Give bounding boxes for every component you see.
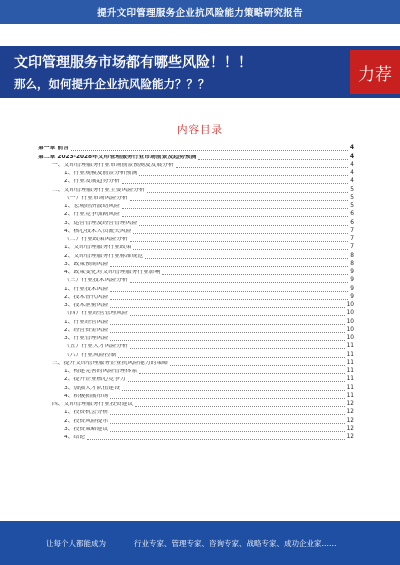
toc-entry[interactable] [38,243,354,251]
toc-entry-page: 9 [350,277,354,284]
table-of-contents [38,144,354,441]
toc-dot-leader [130,241,349,242]
toc-dot-leader [110,431,344,432]
toc-entry-page: 6 [350,219,354,226]
toc-title: 内容目录 [177,124,223,136]
footer-bar [0,521,400,565]
toc-entry[interactable] [38,276,354,284]
toc-entry-text: 1、构建完善的风险管理体系 [64,369,138,375]
toc-entry[interactable] [38,392,354,400]
toc-entry-page: 5 [350,203,354,210]
toc-dot-leader [133,249,348,250]
toc-entry-text: 2、提升企业核心竞争力 [64,377,126,383]
toc-entry-page: 11 [346,392,354,399]
banner-headline: 文印管理服务市场都有哪些风险！！！ [14,55,252,71]
toc-entry-text: 3、行业管理风险 [64,336,109,342]
toc-entry-text: （一）行业市场风险分析 [64,195,128,201]
toc-entry-page: 7 [350,236,354,243]
toc-entry-text: 2、投资风险提示 [64,418,109,424]
toc-dot-leader [139,175,348,176]
toc-dot-leader [162,274,348,275]
toc-entry-text: 4、结论 [64,435,86,441]
toc-entry-page: 11 [346,376,354,383]
report-title-bar [0,0,400,24]
toc-dot-leader [110,307,344,308]
toc-entry-page: 11 [346,359,354,366]
toc-entry-text: 3、运营管理及经营管理风险 [64,220,138,226]
toc-entry[interactable] [38,334,354,342]
toc-dot-leader [130,315,345,316]
toc-dot-leader [130,200,349,201]
toc-entry-text: 2、经营资金风险 [64,327,109,333]
toc-entry[interactable] [38,235,354,243]
toc-entry[interactable] [38,433,354,441]
toc-entry-text: （四）行业经营管理风险 [64,311,128,317]
toc-entry-text: 1、文印管理服务行业政策 [64,245,132,251]
toc-entry[interactable] [38,400,354,408]
toc-entry[interactable] [38,268,354,276]
toc-entry[interactable] [38,416,354,424]
toc-entry[interactable] [38,260,354,268]
toc-dot-leader [118,357,344,358]
toc-dot-leader [135,406,344,407]
toc-entry-page: 7 [350,244,354,251]
toc-entry-text: 1、行业规模及前景分析预测 [64,171,138,177]
toc-entry-page: 8 [350,260,354,267]
toc-entry-page: 10 [346,335,354,342]
toc-entry-text: 4、政策变化对文印管理服务行业影响 [64,270,161,276]
toc-entry[interactable] [38,317,354,325]
toc-entry[interactable] [38,177,354,185]
toc-entry-page: 10 [346,310,354,317]
toc-entry-page: 4 [350,161,354,168]
toc-dot-leader [110,299,348,300]
toc-entry[interactable] [38,194,354,202]
promo-banner [0,46,400,98]
toc-entry-text: 1、投资机会分析 [64,410,109,416]
toc-dot-leader [110,266,348,267]
toc-entry[interactable] [38,210,354,218]
toc-entry-page: 7 [350,227,354,234]
toc-entry[interactable] [38,185,354,193]
toc-dot-leader [128,381,345,382]
toc-dot-leader [110,414,344,415]
toc-dot-leader [110,324,344,325]
toc-dot-leader [122,183,348,184]
toc-entry[interactable] [38,326,354,334]
toc-entry-text: 第一章 前言 [38,146,70,152]
toc-entry-text: 3、投资策略建议 [64,426,109,432]
toc-entry-text: （二）行业政策风险分析 [64,237,128,243]
toc-entry[interactable] [38,202,354,210]
toc-entry-text: 2、文印管理服务行业标准规范 [64,253,144,259]
toc-dot-leader [130,282,349,283]
footer-roles: 行业专家、管理专家、咨询专家、战略专家、成功企业家…… [134,538,337,548]
toc-dot-leader [71,150,348,151]
toc-entry[interactable] [38,144,354,152]
toc-entry-page: 12 [346,401,354,408]
toc-entry-page: 5 [350,186,354,193]
toc-dot-leader [110,423,344,424]
toc-dot-leader [87,439,345,440]
toc-dot-leader [110,291,348,292]
toc-entry-text: 一、文印管理服务行业市场前景预测及发展分析 [52,162,174,168]
toc-entry-page: 12 [346,434,354,441]
toc-dot-leader [110,340,344,341]
toc-entry-text: （三）行业技术风险分析 [64,278,128,284]
banner-subheadline: 那么，如何提升企业抗风险能力？？？ [14,77,210,91]
toc-dot-leader [110,398,344,399]
toc-entry-text: （六）行业风险控制 [64,352,117,358]
toc-entry[interactable] [38,350,354,358]
toc-entry-text: 三、提升文印管理服务企业抗风险能力的策略 [52,360,168,366]
toc-entry-text: 1、宏观经济波动风险 [64,204,120,210]
toc-entry-text: 3、技术泄密风险 [64,303,109,309]
toc-entry-text: （五）行业人才风险分析 [64,344,128,350]
toc-entry-text: 2、技术替代风险 [64,294,109,300]
toc-entry-page: 4 [349,145,354,152]
toc-entry-page: 9 [350,269,354,276]
toc-entry-text: 4、核心技术人员流失风险 [64,228,132,234]
toc-entry-page: 8 [350,252,354,259]
toc-entry-text: 2、行业竞争加剧风险 [64,212,120,218]
toc-dot-leader [122,390,345,391]
toc-entry[interactable] [38,169,354,177]
toc-entry-page: 11 [346,343,354,350]
toc-dot-leader [122,208,348,209]
toc-entry[interactable] [38,284,354,292]
toc-entry-page: 4 [350,178,354,185]
toc-entry-page: 11 [346,368,354,375]
toc-entry-page: 9 [350,285,354,292]
toc-entry-text: 1、行业技术风险 [64,286,109,292]
toc-entry-page: 6 [350,211,354,218]
toc-entry-text: 1、行业经营风险 [64,319,109,325]
toc-entry[interactable] [38,161,354,169]
toc-entry[interactable] [38,425,354,433]
toc-entry[interactable] [38,227,354,235]
toc-entry[interactable] [38,408,354,416]
toc-dot-leader [133,233,348,234]
toc-dot-leader [110,332,344,333]
toc-dot-leader [176,167,349,168]
toc-entry-text: 2、行业发展趋势分析 [64,179,120,185]
toc-entry[interactable] [38,218,354,226]
toc-entry[interactable] [38,293,354,301]
toc-dot-leader [147,192,349,193]
toc-entry-page: 9 [350,293,354,300]
toc-dot-leader [139,225,348,226]
toc-entry[interactable] [38,301,354,309]
toc-entry-page: 12 [346,409,354,416]
toc-entry-text: 3、政策预期风险 [64,261,109,267]
toc-entry[interactable] [38,342,354,350]
toc-entry-page: 11 [346,351,354,358]
toc-dot-leader [130,348,345,349]
toc-entry-page: 4 [349,153,354,160]
toc-entry[interactable] [38,251,354,259]
toc-entry-page: 10 [346,318,354,325]
toc-entry[interactable] [38,367,354,375]
toc-entry[interactable] [38,152,354,160]
toc-entry-page: 11 [346,384,354,391]
toc-entry-page: 12 [346,417,354,424]
toc-entry[interactable] [38,383,354,391]
toc-entry-text: 3、加强人才队伍建设 [64,385,120,391]
footer-slogan: 让每个人都能成为 [46,538,106,548]
toc-dot-leader [170,365,345,366]
toc-dot-leader [145,258,348,259]
toc-dot-leader [139,373,344,374]
toc-entry-text: 4、积极拓展市场 [64,393,109,399]
toc-dot-leader [122,216,348,217]
toc-entry-text: 第二章 2023-2028年文印管理服务行业市场前景及趋势预测 [38,154,197,160]
toc-entry[interactable] [38,375,354,383]
toc-dot-leader [198,159,348,160]
toc-entry[interactable] [38,309,354,317]
recommend-badge: 力荐 [350,50,400,94]
toc-entry-page: 10 [346,326,354,333]
toc-entry-text: 二、文印管理服务行业主要风险分析 [52,187,145,193]
toc-entry[interactable] [38,359,354,367]
toc-entry-page: 4 [350,170,354,177]
toc-entry-text: 四、文印管理服务行业投资建议 [52,402,134,408]
toc-entry-page: 5 [350,194,354,201]
toc-entry-page: 10 [346,302,354,309]
report-title: 提升文印管理服务企业抗风险能力策略研究报告 [97,8,303,19]
toc-entry-page: 12 [346,425,354,432]
